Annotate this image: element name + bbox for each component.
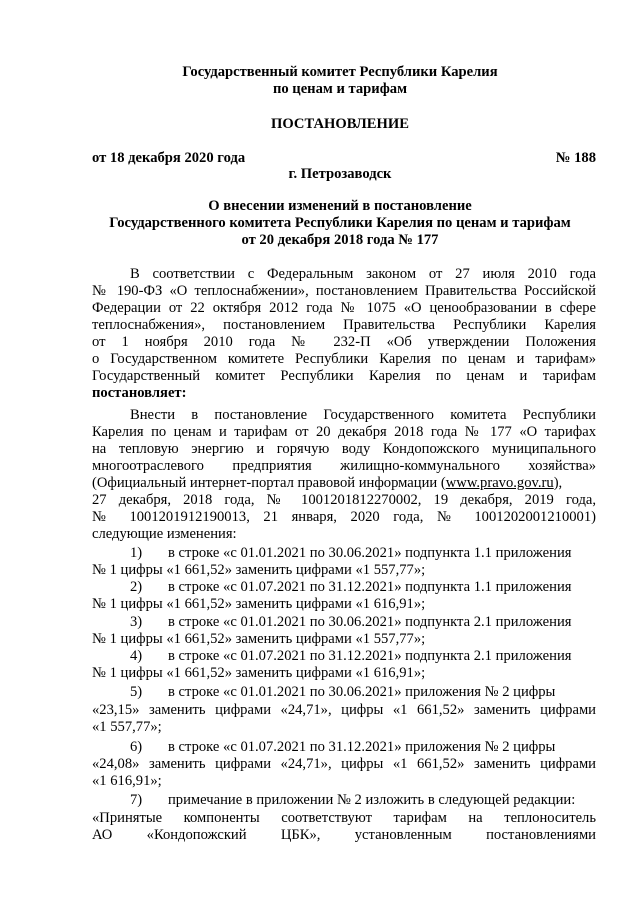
p2-line-with-link: (Официальный интернет-портал правовой информации (www.pravo.gov.ru), [92,475,563,491]
p1-line: теплоснабжения», постановлением Правительства Республики Карелия [92,317,596,333]
p2-line: Внести в постановление Государственного комитета Республики [130,407,596,423]
list-item-cont: № 1 цифры «1 661,52» заменить цифрами «1 557,77»; [92,631,426,647]
list-item-cont: «23,15» заменить цифрами «24,71», цифры «1 661,52» заменить цифрами [92,702,596,718]
org-name-line2: по ценам и тарифам [272,81,408,97]
p1-line: Федерации от 22 октября 2012 года № 1075 «О ценообразовании в сфере [92,300,596,316]
list-item-cont: «24,08» заменить цифрами «24,71», цифры «1 661,52» заменить цифрами [92,756,596,772]
pravo-portal-link[interactable]: www.pravo.gov.ru [445,475,554,491]
org-name-line1: Государственный комитет Республики Карелия [182,64,498,80]
p2-line: № 1001201912190013, 21 января, 2020 года, № 1001202001210001) [92,509,596,525]
list-item: 1) в строке «с 01.01.2021 по 30.06.2021» подпункта 1.1 приложения [130,545,572,561]
title-line3: от 20 декабря 2018 года № 177 [241,232,439,248]
list-item: 7) примечание в приложении № 2 изложить в следующей редакции: [130,792,576,808]
list-item: 2) в строке «с 01.07.2021 по 31.12.2021» подпункта 1.1 приложения [130,579,572,595]
list-item: 6) в строке «с 01.07.2021 по 31.12.2021» приложения № 2 цифры [130,739,556,755]
title-line1: О внесении изменений в постановление [208,198,472,214]
document-date: от 18 декабря 2020 года [92,150,246,166]
p1-line: В соответствии с Федеральным законом от 27 июля 2010 года [130,266,596,282]
p2-line: следующие изменения: [92,526,237,542]
resolution-word: постановляет: [92,385,187,401]
p1-line: от 1 ноября 2010 года № 232-П «Об утверждении Положения [92,334,596,350]
title-line2: Государственного комитета Республики Карелия по ценам и тарифам [109,215,571,231]
document-city: г. Петрозаводск [288,166,392,182]
document-type: ПОСТАНОВЛЕНИЕ [271,116,409,132]
p2-line: на тепловую энергию и горячую воду Кондопожского муниципального [92,441,596,457]
p2-line: 27 декабря, 2018 года, № 1001201812270002, 19 декабря, 2019 года, [92,492,596,508]
list-item-cont: «1 616,91»; [92,773,162,789]
date-number-row [92,150,596,167]
list-item-cont: «1 557,77»; [92,719,162,735]
p1-line: о Государственном комитете Республики Карелия по ценам и тарифам» [92,351,596,367]
quote-line: АО «Кондопожский ЦБК», установленным постановлениями [92,827,596,843]
document-number: № 188 [555,150,596,166]
p2-line: многоотраслевого предприятия жилищно-коммунального хозяйства» [92,458,596,474]
list-item-cont: № 1 цифры «1 661,52» заменить цифрами «1 616,91»; [92,665,426,681]
p1-line: № 190-ФЗ «О теплоснабжении», постановлением Правительства Российской [92,283,596,299]
list-item-cont: № 1 цифры «1 661,52» заменить цифрами «1 616,91»; [92,596,426,612]
list-item: 4) в строке «с 01.07.2021 по 31.12.2021» подпункта 2.1 приложения [130,648,572,664]
p1-line: Государственный комитет Республики Карелия по ценам и тарифам [92,368,596,384]
list-item: 5) в строке «с 01.01.2021 по 30.06.2021» приложения № 2 цифры [130,684,556,700]
quote-line: «Принятые компоненты соответствуют тарифам на теплоноситель [92,810,596,826]
p2-line: Карелия по ценам и тарифам от 20 декабря 2018 года № 177 «О тарифах [92,424,596,440]
list-item: 3) в строке «с 01.01.2021 по 30.06.2021» подпункта 2.1 приложения [130,614,572,630]
list-item-cont: № 1 цифры «1 661,52» заменить цифрами «1 557,77»; [92,562,426,578]
